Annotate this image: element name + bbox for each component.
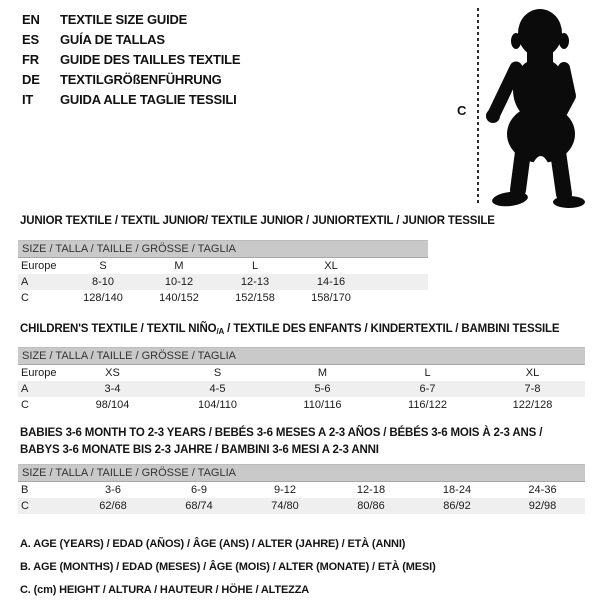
children-section-title (20, 322, 559, 339)
cell: 3-6 (105, 484, 121, 496)
cell: S (213, 367, 222, 379)
row-label: Europe (21, 260, 57, 272)
cell: 152/158 (235, 292, 275, 304)
cell: 9-12 (273, 484, 297, 496)
cell: 140/152 (159, 292, 199, 304)
filler-cell (369, 274, 428, 290)
cell: 104/110 (198, 399, 237, 411)
cell: 98/104 (95, 399, 130, 411)
children-title-suffix: / TEXTILE DES ENFANTS / KINDERTEXTIL / BAMBINI TESSILE (224, 323, 560, 335)
table-row (18, 258, 428, 275)
children-title-subscript: /A (216, 327, 225, 336)
table-row (18, 365, 585, 382)
baby-silhouette (480, 4, 598, 210)
cell: 4-5 (165, 381, 270, 397)
lang-row-es (22, 30, 240, 50)
size-header: SIZE / TALLA / TAILLE / GRÖSSE / TAGLIA (18, 465, 585, 482)
cell: 14-16 (293, 274, 369, 290)
table-row (18, 397, 585, 413)
cell: 6-7 (375, 381, 480, 397)
lang-label: GUÍA DE TALLAS (60, 32, 165, 47)
cell: 110/116 (303, 399, 342, 411)
babies-section-title-line2: BABYS 3-6 MONATE BIS 2-3 JAHRE / BAMBINI 3-6 MESI A 2-3 ANNI (20, 444, 379, 456)
size-header-row (18, 348, 585, 365)
row-label: C (21, 292, 29, 304)
cell: M (174, 260, 184, 272)
lang-code: FR (22, 52, 39, 67)
cell: 68/74 (156, 498, 242, 514)
cell: 86/92 (414, 498, 500, 514)
size-header-row (18, 465, 585, 482)
lang-label: GUIDE DES TAILLES TEXTILE (60, 52, 241, 67)
cell: 128/140 (83, 292, 123, 304)
table-row (18, 290, 428, 306)
cell: S (99, 260, 107, 272)
lang-code: ES (22, 32, 39, 47)
children-size-table (18, 347, 585, 413)
table-row (18, 381, 585, 397)
size-header: SIZE / TALLA / TAILLE / GRÖSSE / TAGLIA (18, 348, 585, 365)
cell: L (424, 367, 431, 379)
children-title-prefix: CHILDREN'S TEXTILE / TEXTIL NIÑO (20, 323, 217, 335)
cell: 18-24 (442, 484, 472, 496)
row-label: C (21, 399, 29, 411)
footnote-c: C. (cm) HEIGHT / ALTURA / HAUTEUR / HÖHE / ALTEZZA (20, 584, 310, 596)
size-header-row (18, 241, 428, 258)
lang-code: DE (22, 72, 40, 87)
height-dashed-line (477, 8, 479, 206)
table-row (18, 274, 428, 290)
language-list (22, 10, 240, 110)
cell: XL (525, 367, 540, 379)
lang-label: TEXTILGRÖßENFÜHRUNG (60, 72, 222, 87)
babies-section-title-line1: BABIES 3-6 MONTH TO 2-3 YEARS / BEBÉS 3-6 MESES A 2-3 AÑOS / BÉBÉS 3-6 MOIS À 2-3 ANS / (20, 427, 543, 439)
height-measure-label: C (457, 103, 467, 118)
cell: M (317, 367, 328, 379)
table-row (18, 482, 585, 499)
cell: L (251, 260, 259, 272)
lang-label: TEXTILE SIZE GUIDE (60, 12, 188, 27)
row-label: B (21, 484, 29, 496)
table-row (18, 498, 585, 514)
cell: 6-9 (191, 484, 207, 496)
babies-size-table (18, 464, 585, 514)
lang-code: IT (22, 92, 34, 107)
cell: XS (105, 367, 120, 379)
cell: XL (324, 260, 338, 272)
cell: 12-18 (356, 484, 386, 496)
cell: 74/80 (242, 498, 328, 514)
lang-row-en (22, 10, 240, 30)
size-header: SIZE / TALLA / TAILLE / GRÖSSE / TAGLIA (18, 241, 428, 258)
lang-row-it (22, 90, 240, 110)
lang-row-de (22, 70, 240, 90)
lang-code: EN (22, 12, 40, 27)
cell: 8-10 (65, 274, 141, 290)
cell: 158/170 (311, 292, 351, 304)
cell: 10-12 (141, 274, 217, 290)
row-label: Europe (21, 367, 57, 379)
row-label: A (18, 381, 60, 397)
cell: 122/128 (512, 399, 553, 411)
lang-label: GUIDA ALLE TAGLIE TESSILI (60, 92, 237, 107)
cell: 62/68 (70, 498, 156, 514)
junior-size-table (18, 240, 428, 306)
row-label: C (18, 498, 70, 514)
cell: 7-8 (480, 381, 585, 397)
cell: 5-6 (270, 381, 375, 397)
cell: 24-36 (528, 484, 557, 496)
junior-section-title: JUNIOR TEXTILE / TEXTIL JUNIOR/ TEXTILE JUNIOR / JUNIORTEXTIL / JUNIOR TESSILE (20, 215, 495, 227)
lang-row-fr (22, 50, 240, 70)
row-label: A (18, 274, 65, 290)
cell: 116/122 (408, 399, 447, 411)
footnote-a: A. AGE (YEARS) / EDAD (AÑOS) / ÂGE (ANS) / ALTER (JAHRE) / ETÀ (ANNI) (20, 538, 406, 550)
cell: 3-4 (60, 381, 165, 397)
footnote-b: B. AGE (MONTHS) / EDAD (MESES) / ÂGE (MOIS) / ALTER (MONATE) / ETÀ (MESI) (20, 561, 436, 573)
cell: 80/86 (328, 498, 414, 514)
filler-cell (369, 258, 428, 275)
cell: 92/98 (500, 498, 585, 514)
cell: 12-13 (217, 274, 293, 290)
filler-cell (369, 290, 428, 306)
